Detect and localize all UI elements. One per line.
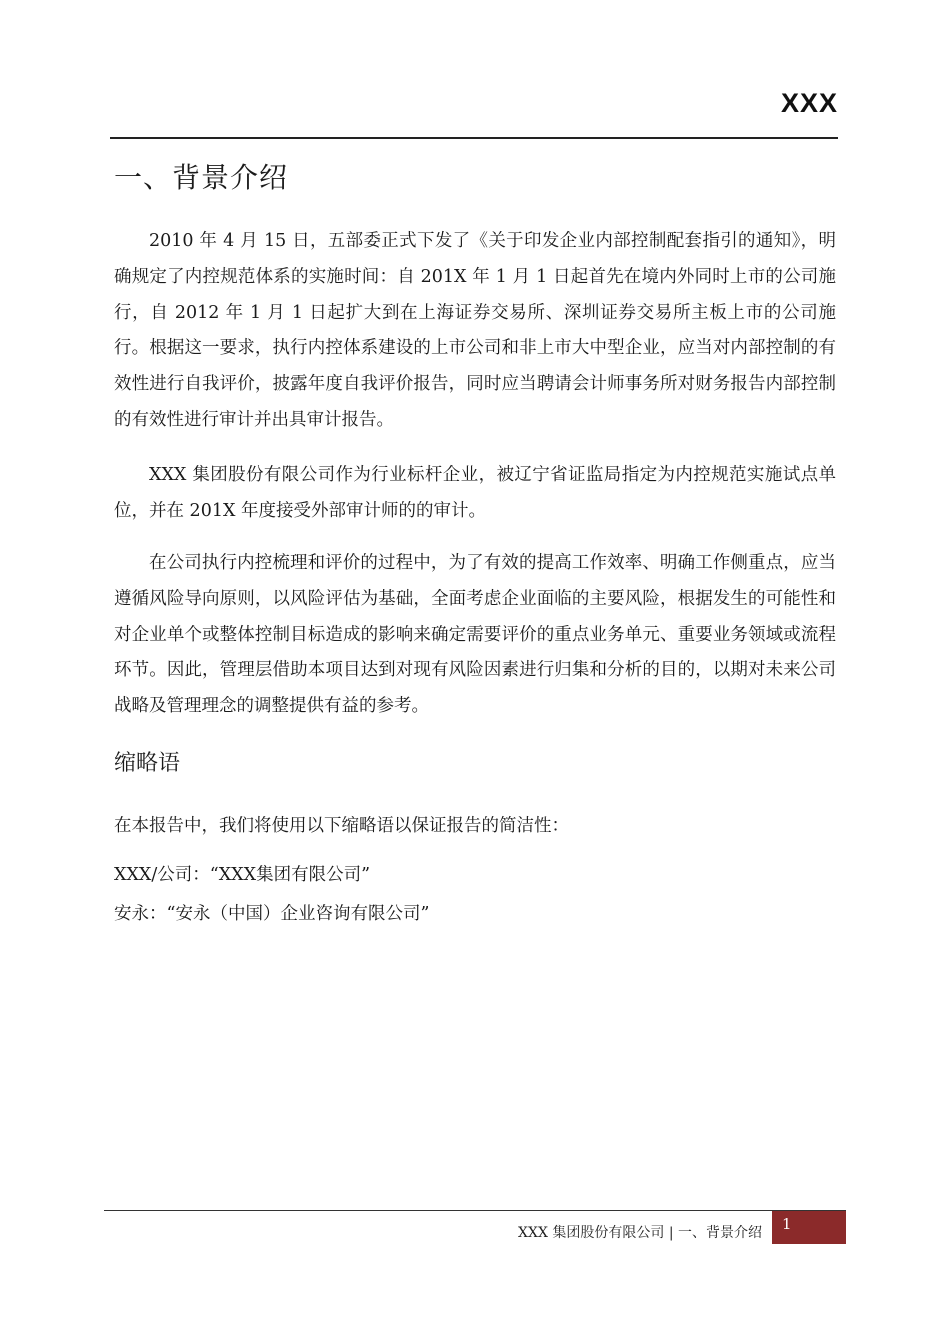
footer-text: XXX 集团股份有限公司 | 一、背景介绍: [518, 1225, 762, 1241]
body-paragraph-1: 2010 年 4 月 15 日，五部委正式下发了《关于印发企业内部控制配套指引的通知》，明确规定了内控规范体系的实施时间：自 201X 年 1 月 1 日起首先在境内外同时上市的公司施行，自 2012 年 1 月 1 日起扩大到在上海证券交易所、深圳证券交易所主板上市的公司施行。根据这一要求，执行内控体系建设的上市公司和非上市大中型企业，应当对内部控制的有效性进行自我评价，披露年度自我评价报告，同时应当聘请会计师事务所对财务报告内部控制的有效性进行审计并出具审计报告。: [114, 231, 836, 430]
abbreviations-intro: 在本报告中，我们将使用以下缩略语以保证报告的简洁性：: [114, 816, 569, 836]
body-paragraph-2: XXX 集团股份有限公司作为行业标杆企业，被辽宁省证监局指定为内控规范实施试点单位，并在 201X 年度接受外部审计师的的审计。: [114, 465, 836, 521]
page-number: 1: [782, 1215, 792, 1233]
section-title: 一、背景介绍: [114, 161, 289, 194]
footer-divider: [104, 1210, 846, 1211]
page-number-badge: [772, 1211, 846, 1244]
header-divider: [110, 137, 838, 139]
header-logo: XXX: [780, 88, 838, 118]
abbreviation-item: 安永：“安永（中国）企业咨询有限公司”: [114, 904, 430, 924]
abbreviations-title: 缩略语: [114, 751, 181, 776]
body-paragraph-3: 在公司执行内控梳理和评价的过程中，为了有效的提高工作效率、明确工作侧重点，应当遵循风险导向原则，以风险评估为基础，全面考虑企业面临的主要风险，根据发生的可能性和对企业单个或整体控制目标造成的影响来确定需要评价的重点业务单元、重要业务领域或流程环节。因此，管理层借助本项目达到对现有风险因素进行归集和分析的目的，以期对未来公司战略及管理理念的调整提供有益的参考。: [114, 553, 836, 717]
abbreviation-item: XXX/公司：“XXX集团有限公司”: [114, 865, 371, 885]
